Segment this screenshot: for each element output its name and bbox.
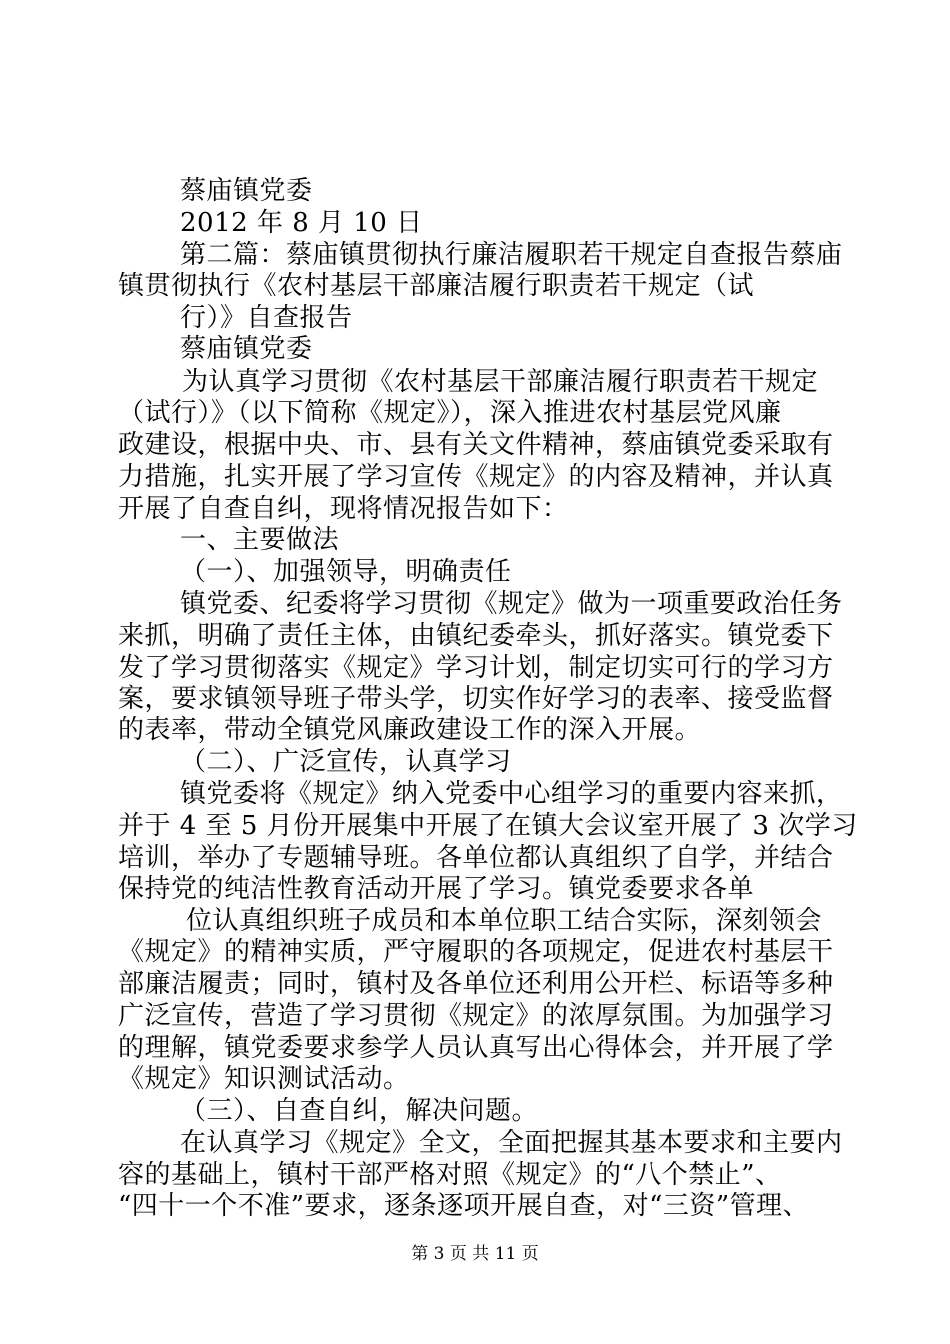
- paragraph-line: 来抓，明确了责任主体，由镇纪委牵头，抓好落实。镇党委下: [118, 621, 834, 651]
- subheading-2: （二）、广泛宣传，认真学习: [180, 747, 512, 777]
- paragraph-line: 在认真学习《规定》全文，全面把握其基本要求和主要内: [180, 1128, 843, 1158]
- paragraph-line: （试行）》（以下简称《规定》），深入推进农村基层党风廉: [118, 398, 782, 428]
- paragraph-line: 开展了自查自纠，现将情况报告如下：: [118, 494, 569, 524]
- signature-org: 蔡庙镇党委: [180, 176, 313, 206]
- page-footer: 第 3 页 共 11 页: [411, 1244, 539, 1264]
- paragraph-line: 镇党委将《规定》纳入党委中心组学习的重要内容来抓，: [180, 779, 843, 809]
- paragraph-line: 为认真学习贯彻《农村基层干部廉洁履行职责若干规定: [182, 367, 819, 397]
- paragraph-line: 广泛宣传，营造了学习贯彻《规定》的浓厚氛围。为加强学习: [118, 1001, 834, 1031]
- paragraph-line: 《规定》的精神实质，严守履职的各项规定，促进农村基层干: [118, 937, 834, 967]
- paragraph-line: 《规定》知识测试活动。: [118, 1064, 410, 1094]
- paragraph-line: 位认真组织班子成员和本单位职工结合实际，深刻领会: [186, 906, 823, 936]
- section-title-line-1: 第二篇：蔡庙镇贯彻执行廉洁履职若干规定自查报告蔡庙: [180, 240, 843, 270]
- paragraph-line: 镇党委、纪委将学习贯彻《规定》做为一项重要政治任务: [180, 589, 843, 619]
- section-title-line-3: 行）》自查报告: [180, 303, 353, 333]
- section-title-line-2: 镇贯彻执行《农村基层干部廉洁履行职责若干规定（试: [118, 271, 755, 301]
- paragraph-line: “四十一个不准”要求，逐条逐项开展自查，对“三资”管理、: [118, 1191, 810, 1221]
- paragraph-line: 力措施，扎实开展了学习宣传《规定》的内容及精神，并认真: [118, 462, 834, 492]
- paragraph-line: 政建设，根据中央、市、县有关文件精神，蔡庙镇党委采取有: [118, 430, 834, 460]
- paragraph-line: 案，要求镇领导班子带头学，切实作好学习的表率、接受监督: [118, 684, 834, 714]
- paragraph-line: 的理解，镇党委要求参学人员认真写出心得体会，并开展了学: [118, 1033, 834, 1063]
- paragraph-line: 培训，举办了专题辅导班。各单位都认真组织了自学，并结合: [118, 843, 834, 873]
- paragraph-line: 发了学习贯彻落实《规定》学习计划，制定切实可行的学习方: [118, 653, 834, 683]
- subheading-3: （三）、自查自纠，解决问题。: [180, 1096, 539, 1126]
- paragraph-line: 的表率，带动全镇党风廉政建设工作的深入开展。: [118, 715, 702, 745]
- subheading-1: （一）、加强领导，明确责任: [180, 557, 512, 587]
- author-line: 蔡庙镇党委: [180, 334, 313, 364]
- paragraph-line: 并于 4 至 5 月份开展集中开展了在镇大会议室开展了 3 次学习: [118, 811, 858, 841]
- paragraph-line: 保持党的纯洁性教育活动开展了学习。镇党委要求各单: [118, 874, 755, 904]
- heading-main-practices: 一、主要做法: [180, 525, 340, 555]
- paragraph-line: 容的基础上，镇村干部严格对照《规定》的“八个禁止”、: [118, 1160, 782, 1190]
- paragraph-line: 部廉洁履责；同时，镇村及各单位还利用公开栏、标语等多种: [118, 969, 834, 999]
- signature-date: 2012 年 8 月 10 日: [180, 208, 423, 238]
